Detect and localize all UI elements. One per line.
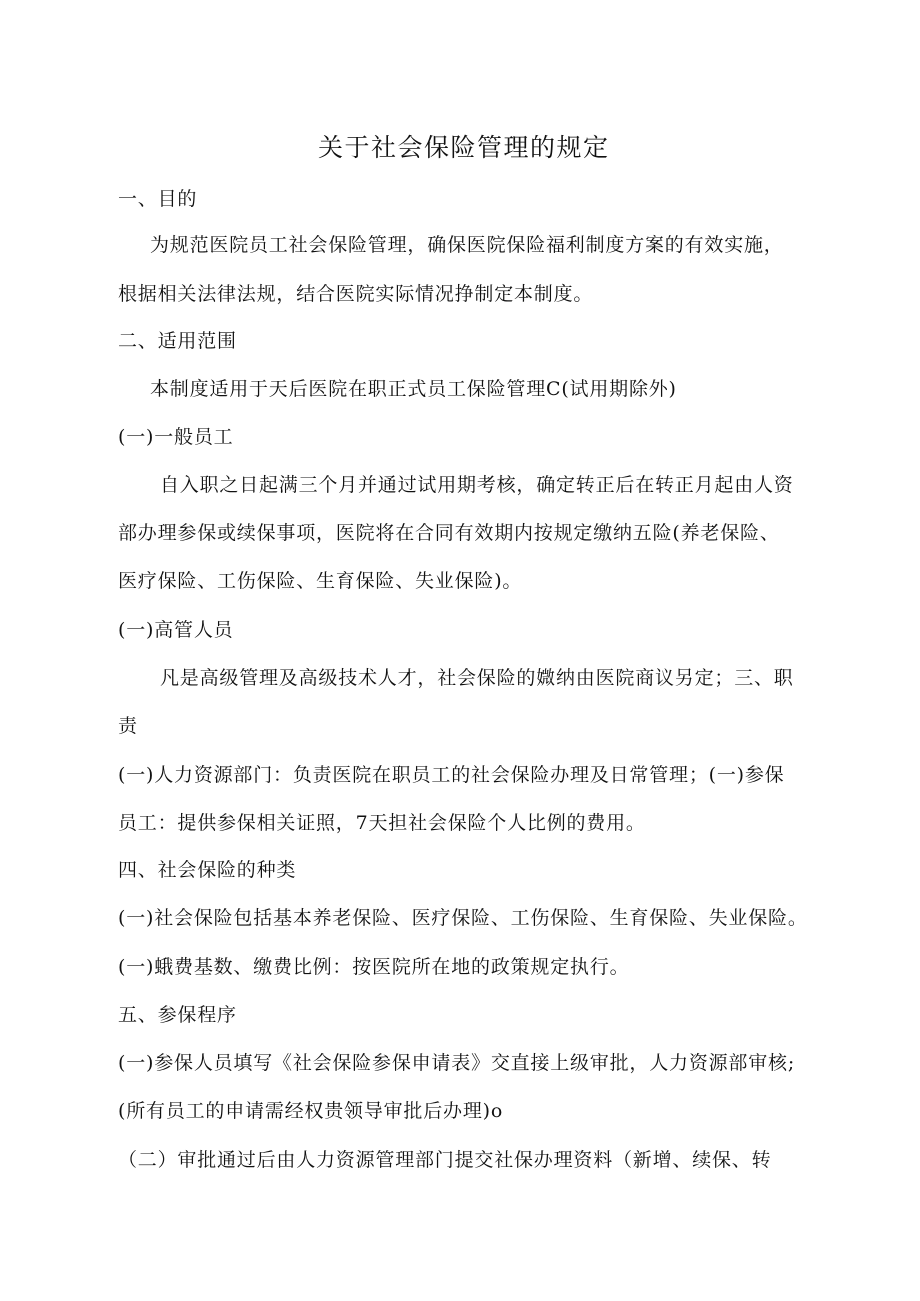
document-title: 关于社会保险管理的规定 [318, 133, 610, 162]
paragraph-line: 为规范医院员工社会保险管理，确保医院保险福利制度方案的有效实施， [150, 234, 784, 256]
paragraph-line: 根据相关法律法规，结合医院实际情况挣制定本制度。 [118, 283, 594, 305]
subsection-heading-executives: (一)高管人员 [118, 619, 234, 641]
paragraph-line: (一)参保人员填写《社会保险参保申请表》交直接上级审批，人力资源部审核; [118, 1052, 796, 1074]
paragraph-line: 医疗保险、工伤保险、生育保险、失业保险)。 [118, 570, 523, 592]
paragraph-line: 员工：提供参保相关证照，7天担社会保险个人比例的费用。 [118, 812, 646, 834]
subsection-heading-general-staff: (一)一般员工 [118, 426, 234, 448]
section-heading-scope: 二、适用范围 [118, 330, 237, 352]
paragraph-line: （二）审批通过后由人力资源管理部门提交社保办理资料（新增、续保、转 [118, 1149, 772, 1171]
paragraph-line: 自入职之日起满三个月并通过试用期考核，确定转正后在转正月起由人资 [160, 474, 794, 496]
paragraph-line: 本制度适用于天后医院在职正式员工保险管理C(试用期除外) [150, 378, 677, 400]
paragraph-line: (一)蛾费基数、缴费比例：按医院所在地的政策规定执行。 [118, 956, 630, 978]
paragraph-line: (一)人力资源部门：负责医院在职员工的社会保险办理及日常管理；(一)参保 [118, 764, 785, 786]
section-heading-purpose: 一、目的 [118, 188, 198, 210]
paragraph-line: 责 [118, 715, 138, 737]
paragraph-line: (一)社会保险包括基本养老保险、医疗保险、工伤保险、生育保险、失业保险。 [118, 907, 808, 929]
section-heading-insurance-types: 四、社会保险的种类 [118, 859, 297, 881]
paragraph-line: 凡是高级管理及高级技术人才，社会保险的媺纳由医院商议另定；三、职 [160, 667, 794, 689]
paragraph-line: (所有员工的申请需经权贵领导审批后办理)o [118, 1100, 504, 1122]
section-heading-procedure: 五、参保程序 [118, 1004, 237, 1026]
paragraph-line: 部办理参保或续保事项，医院将在合同有效期内按规定缴纳五险(养老保险、 [118, 522, 780, 544]
